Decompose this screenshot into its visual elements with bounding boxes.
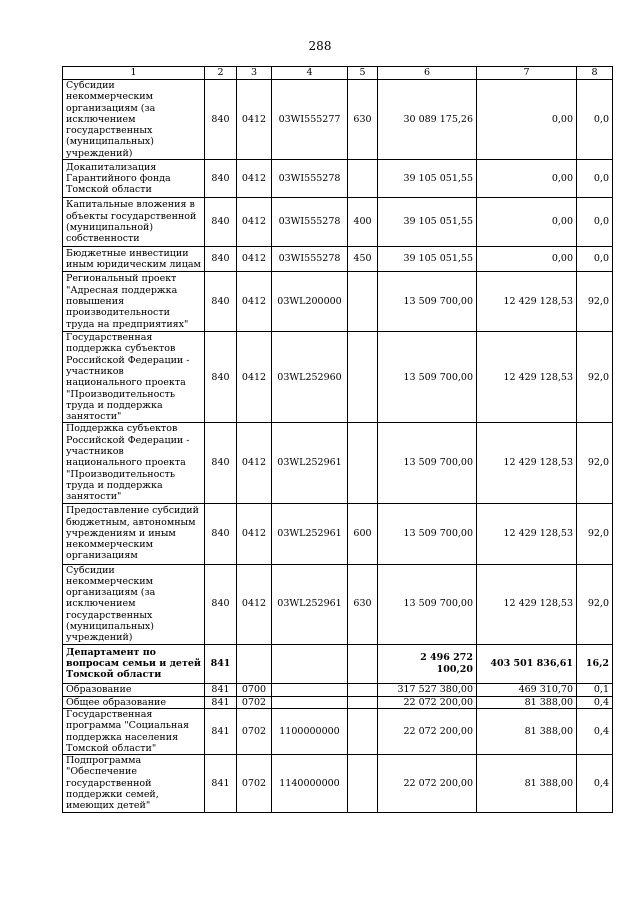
row-planned-amount-cell: 39 105 051,55 [378, 247, 477, 272]
row-target-code-cell: 03WI555278 [272, 160, 348, 198]
row-code-cell: 841 [205, 708, 237, 754]
row-code-cell: 840 [205, 503, 237, 564]
row-executed-amount-cell: 0,00 [477, 160, 577, 198]
row-expense-type-cell [348, 696, 378, 708]
row-executed-amount-cell: 12 429 128,53 [477, 332, 577, 423]
row-code-cell: 841 [205, 683, 237, 696]
row-planned-amount-cell: 2 496 272 100,20 [378, 644, 477, 683]
row-target-code-cell: 03WL200000 [272, 272, 348, 332]
table-row [63, 247, 613, 272]
row-planned-amount-cell: 22 072 200,00 [378, 696, 477, 708]
row-expense-type-cell [348, 683, 378, 696]
row-planned-amount-cell: 39 105 051,55 [378, 160, 477, 198]
row-code-cell: 840 [205, 160, 237, 198]
row-code-cell: 840 [205, 80, 237, 160]
row-name-cell: Государственная поддержка субъектов Российской Федерации - участников национального проекта "Производительность труда и поддержка занятости" [63, 332, 205, 423]
row-code-cell: 840 [205, 198, 237, 247]
row-section-cell: 0412 [237, 160, 272, 198]
table-row [63, 160, 613, 198]
row-name-cell: Государственная программа "Социальная поддержка населения Томской области" [63, 708, 205, 754]
row-executed-amount-cell: 403 501 836,61 [477, 644, 577, 683]
row-target-code-cell: 03WI555277 [272, 80, 348, 160]
row-planned-amount-cell: 13 509 700,00 [378, 423, 477, 503]
row-executed-amount-cell: 12 429 128,53 [477, 503, 577, 564]
row-target-code-cell: 03WL252961 [272, 423, 348, 503]
row-percent-cell: 0,4 [577, 708, 613, 754]
row-executed-amount-cell: 81 388,00 [477, 755, 577, 812]
row-name-cell: Капитальные вложения в объекты государственной (муниципальной) собственности [63, 198, 205, 247]
row-name-cell: Субсидии некоммерческим организациям (за исключением государственных (муниципальных) учреждений) [63, 564, 205, 644]
row-percent-cell: 0,0 [577, 80, 613, 160]
column-header: 8 [577, 67, 613, 80]
row-name-cell: Субсидии некоммерческим организациям (за исключением государственных (муниципальных) учреждений) [63, 80, 205, 160]
row-executed-amount-cell: 0,00 [477, 198, 577, 247]
row-section-cell: 0700 [237, 683, 272, 696]
table-row [63, 644, 613, 683]
row-expense-type-cell: 400 [348, 198, 378, 247]
budget-table [62, 66, 613, 813]
row-percent-cell: 92,0 [577, 272, 613, 332]
row-target-code-cell: 03WI555278 [272, 247, 348, 272]
table-header-row [63, 67, 613, 80]
row-section-cell: 0412 [237, 423, 272, 503]
row-section-cell: 0412 [237, 332, 272, 423]
row-expense-type-cell: 630 [348, 80, 378, 160]
row-name-cell: Подпрограмма "Обеспечение государственной поддержки семей, имеющих детей" [63, 755, 205, 812]
column-header: 4 [272, 67, 348, 80]
row-expense-type-cell [348, 272, 378, 332]
row-expense-type-cell: 600 [348, 503, 378, 564]
table-row [63, 696, 613, 708]
row-target-code-cell: 1100000000 [272, 708, 348, 754]
row-target-code-cell [272, 696, 348, 708]
table-row [63, 332, 613, 423]
row-expense-type-cell [348, 755, 378, 812]
row-executed-amount-cell: 0,00 [477, 80, 577, 160]
column-header: 2 [205, 67, 237, 80]
row-planned-amount-cell: 22 072 200,00 [378, 708, 477, 754]
row-executed-amount-cell: 12 429 128,53 [477, 564, 577, 644]
page-number: 288 [308, 39, 332, 53]
row-expense-type-cell: 630 [348, 564, 378, 644]
row-name-cell: Бюджетные инвестиции иным юридическим лицам [63, 247, 205, 272]
column-header: 6 [378, 67, 477, 80]
row-target-code-cell: 03WL252961 [272, 564, 348, 644]
row-percent-cell: 0,0 [577, 247, 613, 272]
row-name-cell: Региональный проект "Адресная поддержка повышения производительности труда на предприятиях" [63, 272, 205, 332]
row-section-cell: 0412 [237, 272, 272, 332]
row-executed-amount-cell: 0,00 [477, 247, 577, 272]
row-planned-amount-cell: 22 072 200,00 [378, 755, 477, 812]
row-planned-amount-cell: 13 509 700,00 [378, 503, 477, 564]
row-executed-amount-cell: 12 429 128,53 [477, 423, 577, 503]
row-code-cell: 841 [205, 755, 237, 812]
row-code-cell: 841 [205, 644, 237, 683]
row-section-cell: 0412 [237, 564, 272, 644]
row-planned-amount-cell: 13 509 700,00 [378, 272, 477, 332]
row-target-code-cell: 1140000000 [272, 755, 348, 812]
column-header: 5 [348, 67, 378, 80]
row-executed-amount-cell: 81 388,00 [477, 696, 577, 708]
row-planned-amount-cell: 30 089 175,26 [378, 80, 477, 160]
row-code-cell: 840 [205, 423, 237, 503]
row-code-cell: 840 [205, 247, 237, 272]
row-code-cell: 840 [205, 332, 237, 423]
table-row [63, 564, 613, 644]
row-section-cell: 0702 [237, 755, 272, 812]
table-row [63, 198, 613, 247]
row-executed-amount-cell: 81 388,00 [477, 708, 577, 754]
row-target-code-cell: 03WL252961 [272, 503, 348, 564]
row-target-code-cell: 03WI555278 [272, 198, 348, 247]
row-planned-amount-cell: 13 509 700,00 [378, 332, 477, 423]
row-expense-type-cell: 450 [348, 247, 378, 272]
table-row [63, 503, 613, 564]
column-header: 1 [63, 67, 205, 80]
row-name-cell: Предоставление субсидий бюджетным, автономным учреждениям и иным некоммерческим организациям [63, 503, 205, 564]
row-percent-cell: 0,1 [577, 683, 613, 696]
row-name-cell: Докапитализация Гарантийного фонда Томской области [63, 160, 205, 198]
row-expense-type-cell [348, 423, 378, 503]
row-name-cell: Департамент по вопросам семьи и детей Томской области [63, 644, 205, 683]
row-code-cell: 841 [205, 696, 237, 708]
row-executed-amount-cell: 469 310,70 [477, 683, 577, 696]
row-percent-cell: 0,0 [577, 198, 613, 247]
row-target-code-cell: 03WL252960 [272, 332, 348, 423]
row-expense-type-cell [348, 708, 378, 754]
row-percent-cell: 16,2 [577, 644, 613, 683]
row-section-cell: 0412 [237, 198, 272, 247]
row-code-cell: 840 [205, 272, 237, 332]
row-expense-type-cell [348, 644, 378, 683]
row-section-cell: 0702 [237, 708, 272, 754]
row-percent-cell: 0,0 [577, 160, 613, 198]
row-expense-type-cell [348, 332, 378, 423]
column-header: 3 [237, 67, 272, 80]
row-percent-cell: 92,0 [577, 564, 613, 644]
row-name-cell: Общее образование [63, 696, 205, 708]
row-section-cell: 0412 [237, 247, 272, 272]
row-planned-amount-cell: 39 105 051,55 [378, 198, 477, 247]
row-section-cell: 0702 [237, 696, 272, 708]
row-name-cell: Поддержка субъектов Российской Федерации - участников национального проекта "Производительность труда и поддержка занятости" [63, 423, 205, 503]
row-name-cell: Образование [63, 683, 205, 696]
row-section-cell: 0412 [237, 80, 272, 160]
row-section-cell [237, 644, 272, 683]
row-percent-cell: 0,4 [577, 696, 613, 708]
table-row [63, 683, 613, 696]
table-row [63, 755, 613, 812]
table-row [63, 708, 613, 754]
row-percent-cell: 92,0 [577, 423, 613, 503]
row-code-cell: 840 [205, 564, 237, 644]
row-percent-cell: 92,0 [577, 332, 613, 423]
table-row [63, 272, 613, 332]
row-expense-type-cell [348, 160, 378, 198]
row-section-cell: 0412 [237, 503, 272, 564]
row-target-code-cell [272, 683, 348, 696]
table-row [63, 80, 613, 160]
row-percent-cell: 0,4 [577, 755, 613, 812]
row-planned-amount-cell: 13 509 700,00 [378, 564, 477, 644]
row-planned-amount-cell: 317 527 380,00 [378, 683, 477, 696]
column-header: 7 [477, 67, 577, 80]
table-row [63, 423, 613, 503]
row-target-code-cell [272, 644, 348, 683]
row-executed-amount-cell: 12 429 128,53 [477, 272, 577, 332]
row-percent-cell: 92,0 [577, 503, 613, 564]
